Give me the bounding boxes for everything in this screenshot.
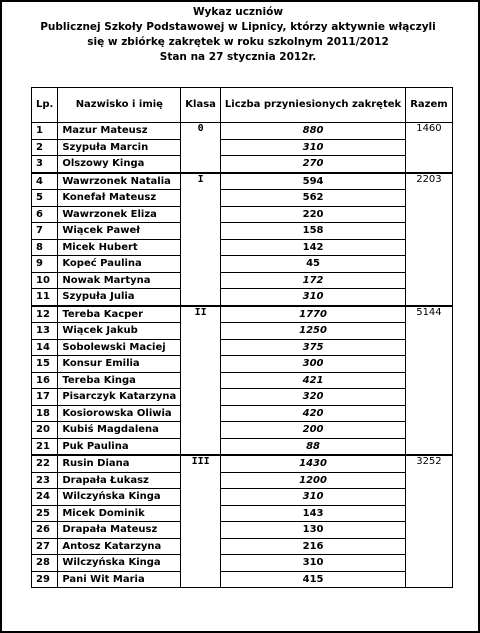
row-lp: 16 xyxy=(32,372,58,389)
row-lp: 9 xyxy=(32,256,58,273)
group-klasa: II xyxy=(181,306,221,456)
row-count: 220 xyxy=(220,206,405,223)
heading-line-3: się w zbiórkę zakrętek w roku szkolnym 2011/2012 xyxy=(87,36,389,48)
row-name: Wilczyńska Kinga xyxy=(58,555,181,572)
table-row xyxy=(32,505,453,522)
row-count: 310 xyxy=(220,555,405,572)
group-klasa: I xyxy=(181,173,221,306)
students-table xyxy=(31,87,453,588)
row-count: 1770 xyxy=(220,306,405,323)
row-name: Pani Wit Maria xyxy=(58,571,181,588)
heading-line-1: Wykaz uczniów xyxy=(192,6,284,18)
row-lp: 1 xyxy=(32,123,58,140)
row-name: Rusin Diana xyxy=(58,455,181,472)
row-lp: 14 xyxy=(32,339,58,356)
row-name: Drapała Łukasz xyxy=(58,472,181,489)
row-name: Puk Paulina xyxy=(58,438,181,455)
heading-line-4: Stan na 27 stycznia 2012r. xyxy=(159,51,317,63)
col-header-name: Nazwisko i imię xyxy=(58,88,181,123)
table-row xyxy=(32,173,453,190)
table-row xyxy=(32,306,453,323)
group-klasa: 0 xyxy=(181,123,221,173)
table-body xyxy=(32,123,453,588)
table-row xyxy=(32,356,453,373)
col-header-klasa: Klasa xyxy=(181,88,221,123)
row-lp: 24 xyxy=(32,489,58,506)
row-count: 1200 xyxy=(220,472,405,489)
table-row xyxy=(32,206,453,223)
row-name: Olszowy Kinga xyxy=(58,156,181,173)
row-count: 562 xyxy=(220,190,405,207)
row-name: Szypuła Marcin xyxy=(58,139,181,156)
row-count: 1430 xyxy=(220,455,405,472)
table-row xyxy=(32,256,453,273)
row-name: Drapała Mateusz xyxy=(58,522,181,539)
row-name: Sobolewski Maciej xyxy=(58,339,181,356)
row-lp: 15 xyxy=(32,356,58,373)
row-lp: 3 xyxy=(32,156,58,173)
row-count: 415 xyxy=(220,571,405,588)
row-name: Micek Hubert xyxy=(58,239,181,256)
row-lp: 17 xyxy=(32,389,58,406)
row-count: 310 xyxy=(220,139,405,156)
row-count: 130 xyxy=(220,522,405,539)
row-name: Szypuła Julia xyxy=(58,289,181,306)
row-count: 375 xyxy=(220,339,405,356)
row-count: 270 xyxy=(220,156,405,173)
row-name: Micek Dominik xyxy=(58,505,181,522)
table-row xyxy=(32,339,453,356)
row-count: 880 xyxy=(220,123,405,140)
row-name: Konsur Emilia xyxy=(58,356,181,373)
heading-line-2: Publicznej Szkoły Podstawowej w Lipnicy, którzy aktywnie włączyli xyxy=(40,21,436,33)
row-lp: 4 xyxy=(32,173,58,190)
row-name: Nowak Martyna xyxy=(58,272,181,289)
row-name: Wawrzonek Eliza xyxy=(58,206,181,223)
row-lp: 22 xyxy=(32,455,58,472)
row-name: Antosz Katarzyna xyxy=(58,538,181,555)
row-lp: 11 xyxy=(32,289,58,306)
row-count: 142 xyxy=(220,239,405,256)
table-header-row xyxy=(32,88,453,123)
group-klasa: III xyxy=(181,455,221,588)
row-lp: 7 xyxy=(32,223,58,240)
row-lp: 28 xyxy=(32,555,58,572)
table-row xyxy=(32,455,453,472)
row-lp: 5 xyxy=(32,190,58,207)
row-count: 310 xyxy=(220,289,405,306)
row-lp: 6 xyxy=(32,206,58,223)
row-name: Wilczyńska Kinga xyxy=(58,489,181,506)
row-lp: 13 xyxy=(32,323,58,340)
row-count: 88 xyxy=(220,438,405,455)
row-count: 200 xyxy=(220,422,405,439)
group-razem: 5144 xyxy=(406,306,452,456)
table-row xyxy=(32,538,453,555)
table-row xyxy=(32,272,453,289)
row-count: 143 xyxy=(220,505,405,522)
table-row xyxy=(32,422,453,439)
row-count: 420 xyxy=(220,405,405,422)
group-razem: 3252 xyxy=(406,455,452,588)
row-name: Wiącek Jakub xyxy=(58,323,181,340)
table-row xyxy=(32,489,453,506)
table-row xyxy=(32,156,453,173)
row-name: Pisarczyk Katarzyna xyxy=(58,389,181,406)
table-row xyxy=(32,123,453,140)
row-name: Kopeć Paulina xyxy=(58,256,181,273)
row-count: 172 xyxy=(220,272,405,289)
table-row xyxy=(32,571,453,588)
table-row xyxy=(32,289,453,306)
table-row xyxy=(32,472,453,489)
row-name: Mazur Mateusz xyxy=(58,123,181,140)
group-razem: 1460 xyxy=(406,123,452,173)
row-count: 300 xyxy=(220,356,405,373)
table-row xyxy=(32,405,453,422)
table-row xyxy=(32,239,453,256)
row-count: 1250 xyxy=(220,323,405,340)
row-count: 216 xyxy=(220,538,405,555)
row-name: Wawrzonek Natalia xyxy=(58,173,181,190)
table-row xyxy=(32,555,453,572)
col-header-lp: Lp. xyxy=(32,88,58,123)
group-razem: 2203 xyxy=(406,173,452,306)
row-count: 320 xyxy=(220,389,405,406)
row-lp: 23 xyxy=(32,472,58,489)
table-row xyxy=(32,522,453,539)
row-name: Kosiorowska Oliwia xyxy=(58,405,181,422)
table-row xyxy=(32,389,453,406)
row-count: 310 xyxy=(220,489,405,506)
row-lp: 12 xyxy=(32,306,58,323)
row-lp: 2 xyxy=(32,139,58,156)
col-header-razem: Razem xyxy=(406,88,452,123)
row-count: 421 xyxy=(220,372,405,389)
row-lp: 20 xyxy=(32,422,58,439)
table-row xyxy=(32,190,453,207)
row-lp: 10 xyxy=(32,272,58,289)
row-lp: 29 xyxy=(32,571,58,588)
row-name: Kubiś Magdalena xyxy=(58,422,181,439)
table-row xyxy=(32,438,453,455)
row-lp: 18 xyxy=(32,405,58,422)
row-lp: 21 xyxy=(32,438,58,455)
row-name: Konefał Mateusz xyxy=(58,190,181,207)
row-lp: 25 xyxy=(32,505,58,522)
row-count: 45 xyxy=(220,256,405,273)
row-lp: 26 xyxy=(32,522,58,539)
table-row xyxy=(32,223,453,240)
row-name: Tereba Kinga xyxy=(58,372,181,389)
row-lp: 8 xyxy=(32,239,58,256)
row-count: 158 xyxy=(220,223,405,240)
table-row xyxy=(32,323,453,340)
row-lp: 27 xyxy=(32,538,58,555)
row-name: Wiącek Paweł xyxy=(58,223,181,240)
table-row xyxy=(32,139,453,156)
row-name: Tereba Kacper xyxy=(58,306,181,323)
col-header-count: Liczba przyniesionych zakrętek xyxy=(220,88,405,123)
row-count: 594 xyxy=(220,173,405,190)
table-row xyxy=(32,372,453,389)
